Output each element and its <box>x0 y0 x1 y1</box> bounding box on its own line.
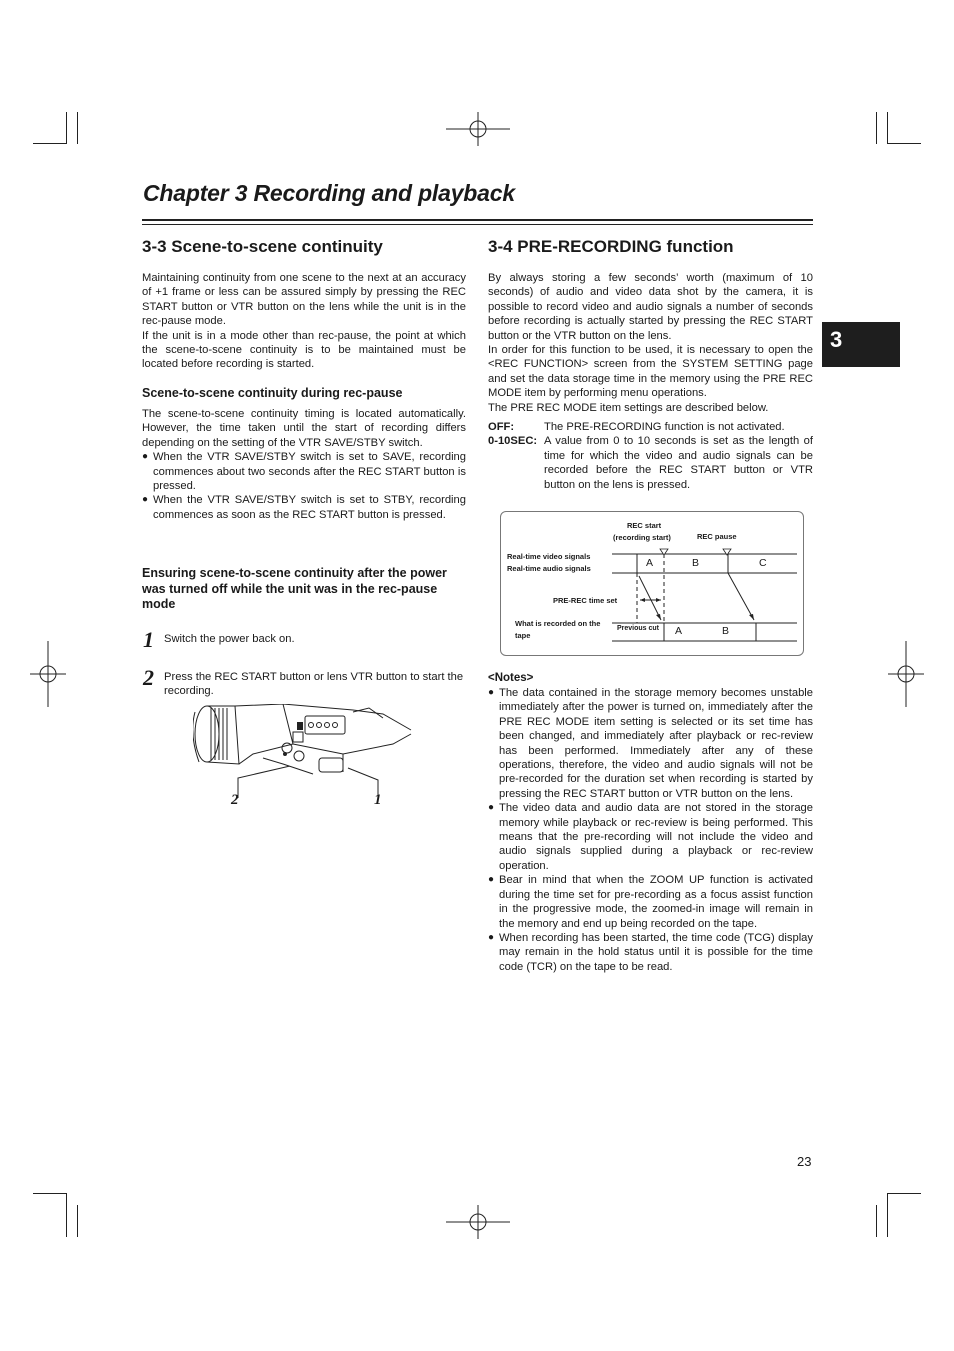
bullet-item <box>142 450 466 493</box>
page-number: 23 <box>797 1154 812 1169</box>
segment-label: B <box>692 557 700 569</box>
subheading-power-off: Ensuring scene-to-scene continuity after the power was turned off while the unit was in the rec-pause mode <box>142 566 447 611</box>
segment-label: A <box>646 557 654 569</box>
segment-label: C <box>759 557 767 569</box>
note-text: Bear in mind that when the ZOOM UP function is activated during the time set for pre-recording as a focus assist function in the progressive mode, the zoomed-in image will remain in the memory and end up being recorded on the tape. <box>499 874 813 930</box>
note-item <box>488 931 813 974</box>
registration-mark-left <box>30 641 66 707</box>
crop-mark <box>876 1205 877 1237</box>
chapter-tab: 3 <box>822 322 900 367</box>
step-text: Switch the power back on. <box>164 633 295 645</box>
label-rec-pause: REC pause <box>697 532 737 541</box>
section-3-3-intro <box>142 271 466 372</box>
header-rule-thin <box>142 224 813 225</box>
paragraph: By always storing a few seconds’ worth (maximum of 10 seconds) of audio and video data shot by the camera, it is possible to record video and audio signals a number of seconds before recording is actually started by pressing the REC START button or the VTR button on the lens. <box>488 272 813 342</box>
crop-mark <box>77 1205 78 1237</box>
crop-mark <box>876 112 877 144</box>
label-rec-start: REC start <box>627 521 662 530</box>
setting-key: 0-10SEC: <box>488 435 538 448</box>
callout-label: 1 <box>374 792 382 808</box>
callout-label: 2 <box>231 792 239 808</box>
label-rec-start-sub: (recording start) <box>613 533 671 542</box>
crop-mark <box>33 1193 67 1194</box>
paragraph: Maintaining continuity from one scene to the next at an accuracy of +1 frame or less can be assured simply by pressing the REC START button or VTR button on the lens while the unit is in the rec-pause mode. <box>142 272 466 328</box>
note-item <box>488 873 813 931</box>
crop-mark <box>66 112 67 144</box>
bullet-icon: ● <box>488 874 495 886</box>
crop-mark <box>33 143 67 144</box>
step-number: 2 <box>143 665 154 690</box>
crop-mark <box>887 112 888 144</box>
prerec-timing-diagram <box>500 511 804 656</box>
section-3-4-intro <box>488 271 813 415</box>
label-previous-cut: Previous cut <box>617 625 660 632</box>
header-rule <box>142 219 813 221</box>
setting-value: A value from 0 to 10 seconds is set as the length of time for which the video and audio signals can be recorded before the REC START button or VTR button on the lens is pressed. <box>544 435 813 491</box>
bullet-icon: ● <box>488 687 495 698</box>
bullet-text: When the VTR SAVE/STBY switch is set to SAVE, recording commences about two seconds after the REC START button is pressed. <box>153 451 466 493</box>
setting-value: The PRE-RECORDING function is not activated. <box>544 421 785 433</box>
section-heading-3-3: 3-3 Scene-to-scene continuity <box>142 237 383 256</box>
prerec-settings-list <box>488 420 813 492</box>
notes-heading: <Notes> <box>488 672 534 684</box>
note-item <box>488 686 813 801</box>
note-item <box>488 801 813 873</box>
notes-list <box>488 686 813 974</box>
note-text: When recording has been started, the time code (TCG) display may remain in the hold status until it is possible for the time code (TCR) on the tape to be read. <box>499 931 813 973</box>
crop-mark <box>887 1193 921 1194</box>
label-realtime-video: Real-time video signals <box>507 552 591 561</box>
step-number: 1 <box>143 627 154 652</box>
subheading-rec-pause: Scene-to-scene continuity during rec-pause <box>142 386 403 400</box>
bullet-icon: ● <box>488 802 495 814</box>
paragraph: In order for this function to be used, it is necessary to open the <REC FUNCTION> screen from the SYSTEM SETTING page and set the data storage time in the memory using the PRE REC MODE item by performing menu operations. <box>488 344 813 400</box>
note-text: The data contained in the storage memory becomes unstable immediately after the power is turned on, immediately after the PRE REC MODE item setting is selected or its set time has been changed, and immediately after playback or rec-review has been performed. Immediately after any of these operations, therefore, the video and audio signals will not be pre-recorded for the duration set when recording is started by pressing the REC START button or VTR button on the lens. <box>499 687 813 800</box>
segment-label: A <box>675 625 683 637</box>
setting-row <box>488 420 813 434</box>
bullet-text: When the VTR SAVE/STBY switch is set to STBY, recording commences as soon as the REC START button is pressed. <box>153 494 466 521</box>
rec-pause-body <box>142 407 466 522</box>
registration-mark-right <box>888 641 924 707</box>
segment-label: B <box>722 625 730 637</box>
paragraph: The PRE REC MODE item settings are described below. <box>488 401 769 414</box>
bullet-icon: ● <box>142 451 149 463</box>
callout-lines <box>230 766 390 800</box>
label-realtime-audio: Real-time audio signals <box>507 564 591 573</box>
setting-key: OFF: <box>488 421 515 433</box>
bullet-item <box>142 493 466 522</box>
crop-mark <box>77 112 78 144</box>
crop-mark <box>887 1193 888 1237</box>
note-text: The video data and audio data are not stored in the storage memory while playback or rec-review is being performed. This means that the pre-recording will not include the video and audio signals supplied during a playback or rec-review operation. <box>499 802 813 872</box>
bullet-icon: ● <box>488 931 495 943</box>
label-prerec-time: PRE-REC time set <box>553 596 618 605</box>
registration-mark-top <box>446 112 510 146</box>
bullet-icon: ● <box>142 494 149 506</box>
crop-mark <box>887 143 921 144</box>
chapter-title: Chapter 3 Recording and playback <box>143 180 515 206</box>
label-recorded-line1: What is recorded on the <box>515 619 601 628</box>
setting-row <box>488 434 813 492</box>
label-recorded-line2: tape <box>515 631 531 640</box>
step-text: Press the REC START button or lens VTR button to start the recording. <box>164 671 464 698</box>
section-heading-3-4: 3-4 PRE-RECORDING function <box>488 237 734 256</box>
paragraph: If the unit is in a mode other than rec-pause, the point at which the scene-to-scene continuity is to be maintained must be located before recording is started. <box>142 329 466 371</box>
registration-mark-bottom <box>446 1205 510 1239</box>
crop-mark <box>66 1193 67 1237</box>
paragraph: The scene-to-scene continuity timing is located automatically. However, the time taken until the start of recording differs depending on the setting of the VTR SAVE/STBY switch. <box>142 408 466 449</box>
